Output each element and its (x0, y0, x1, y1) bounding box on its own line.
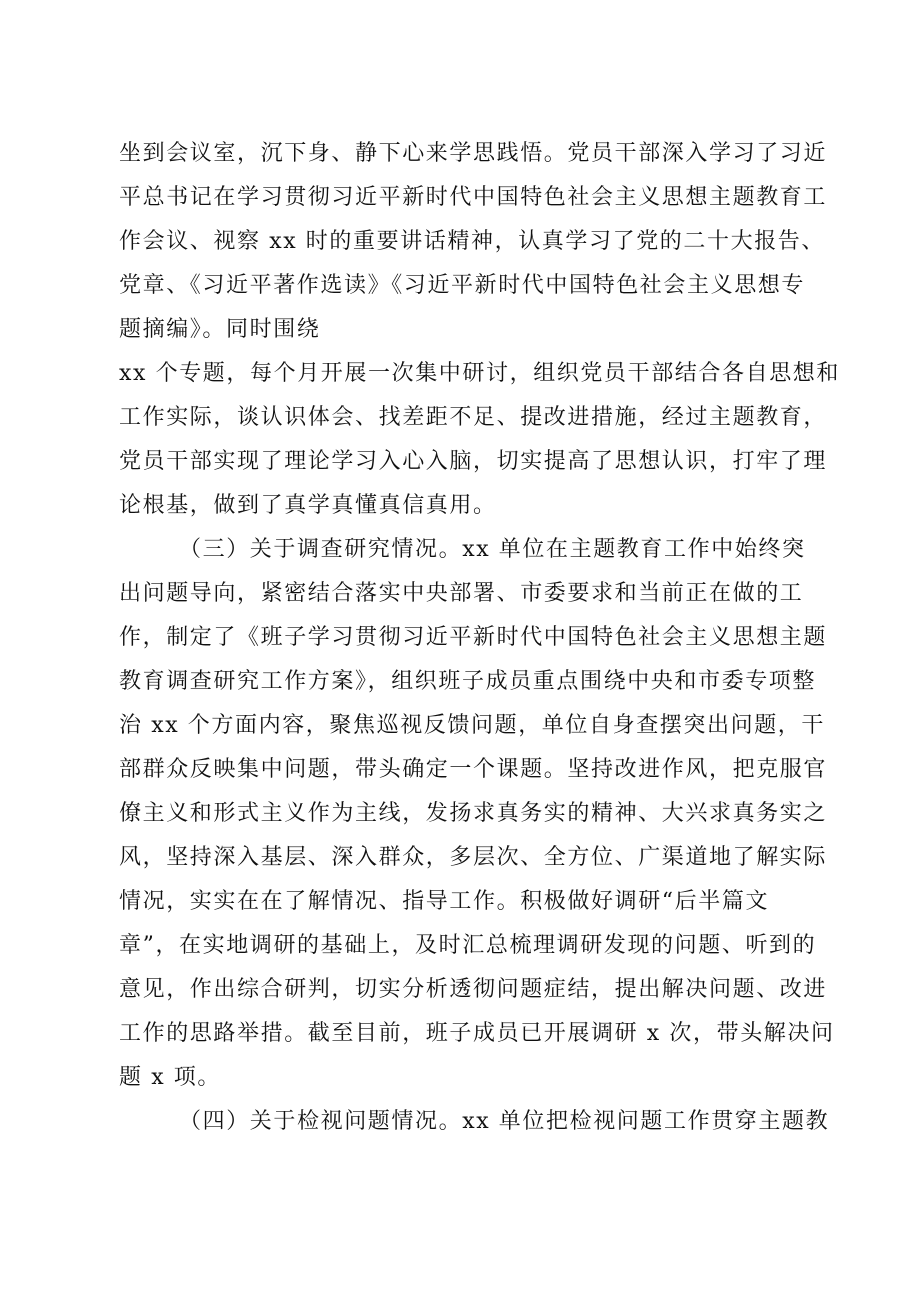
text-line: 党章、《习近平著作选读》《习近平新时代中国特色社会主义思想专 (119, 273, 806, 298)
text-line: 风，坚持深入基层、深入群众，多层次、全方位、广渠道地了解实际 (119, 845, 828, 870)
text-line: 工作实际，谈认识体会、找差距不足、提改进措施，经过主题教育， (119, 405, 828, 430)
text-line: 题 x 项。 (119, 1065, 221, 1090)
text-line: 治 xx 个方面内容，聚焦巡视反馈问题，单位自身查摆突出问题，干 (119, 713, 826, 738)
text-line: 平总书记在学习贯彻习近平新时代中国特色社会主义思想主题教育工 (119, 185, 828, 210)
text-line: 坐到会议室，沉下身、静下心来学思践悟。党员干部深入学习了习近 (119, 141, 828, 166)
text-line: 章”，在实地调研的基础上，及时汇总梳理调研发现的问题、听到的 (119, 933, 817, 958)
section-heading-line: （四）关于检视问题情况。xx 单位把检视问题工作贯穿主题教 (179, 1109, 830, 1134)
section-heading-line: （三）关于调查研究情况。xx 单位在主题教育工作中始终突 (179, 537, 806, 562)
text-line: 论根基，做到了真学真懂真信真用。 (119, 493, 497, 518)
text-line: 党员干部实现了理论学习入心入脑，切实提高了思想认识，打牢了理 (119, 449, 828, 474)
text-line: 作会议、视察 xx 时的重要讲话精神，认真学习了党的二十大报告、 (119, 229, 826, 254)
text-line: 工作的思路举措。截至目前，班子成员已开展调研 x 次，带头解决问 (119, 1021, 835, 1046)
text-line: 僚主义和形式主义作为主线，发扬求真务实的精神、大兴求真务实之 (119, 801, 828, 826)
text-line: 作，制定了《班子学习贯彻习近平新时代中国特色社会主义思想主题 (119, 625, 828, 650)
text-line: xx 个专题，每个月开展一次集中研讨，组织党员干部结合各自思想和 (119, 361, 841, 386)
text-line: 教育调查研究工作方案》，组织班子成员重点围绕中央和市委专项整 (119, 669, 817, 694)
text-line: 题摘编》。同时围绕 (119, 317, 321, 342)
text-line: 情况，实实在在了解情况、指导工作。积极做好调研“后半篇文 (119, 889, 770, 914)
text-line: 意见，作出综合研判，切实分析透彻问题症结，提出解决问题、改进 (119, 977, 828, 1002)
text-line: 部群众反映集中问题，带头确定一个课题。坚持改进作风，把克服官 (119, 757, 828, 782)
text-line: 出问题导向，紧密结合落实中央部署、市委要求和当前正在做的工 (119, 581, 804, 606)
